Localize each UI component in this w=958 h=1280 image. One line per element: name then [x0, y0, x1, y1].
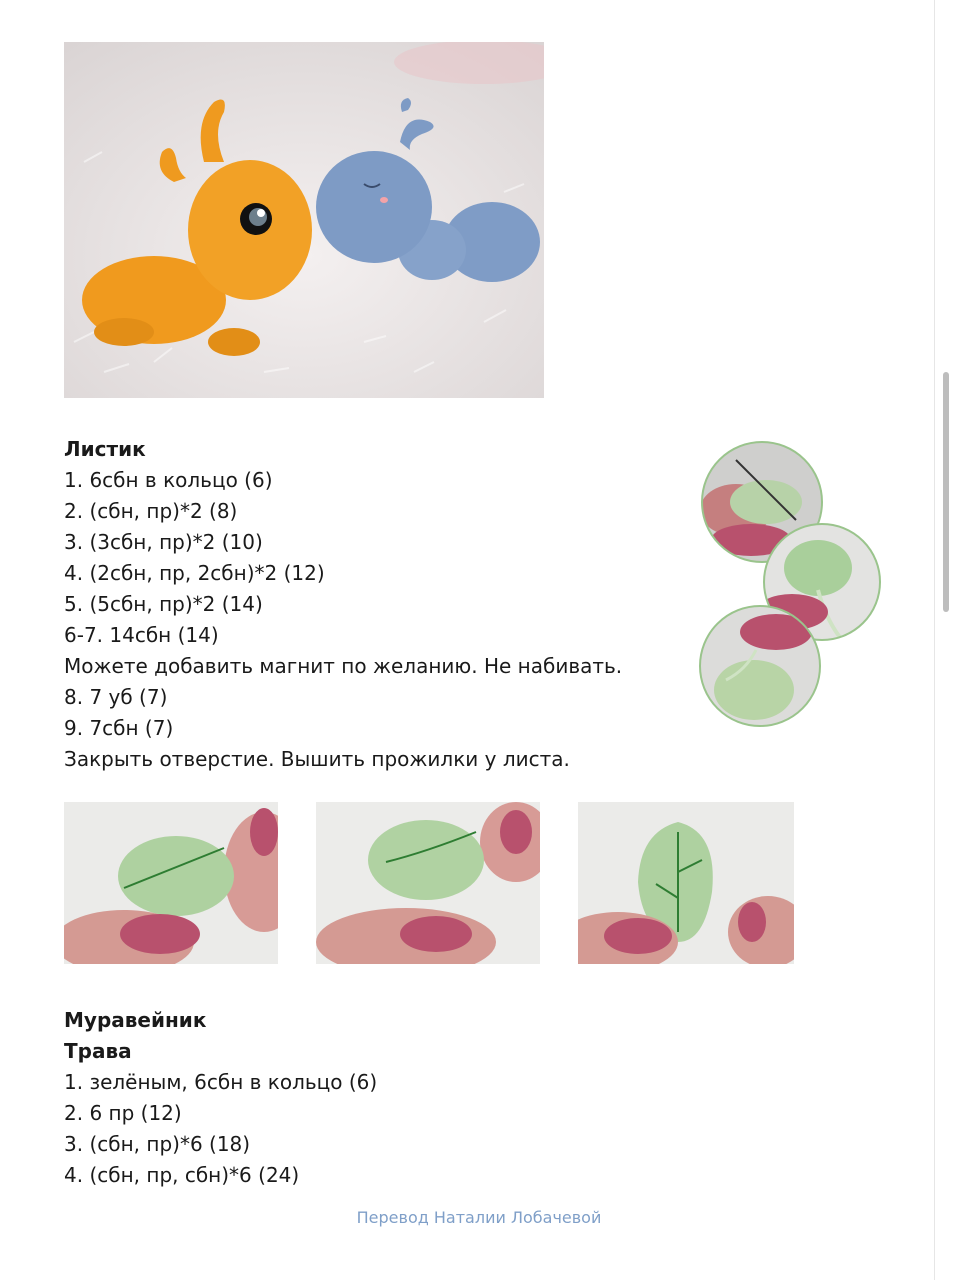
instruction-line: 1. 6сбн в кольцо (6)	[64, 468, 273, 492]
instruction-line: 2. (сбн, пр)*2 (8)	[64, 499, 238, 523]
instruction-line: 2. 6 пр (12)	[64, 1101, 182, 1125]
instruction-line: 5. (5сбн, пр)*2 (14)	[64, 592, 263, 616]
instruction-line: Можете добавить магнит по желанию. Не набивать.	[64, 654, 623, 678]
instruction-line: 4. (2сбн, пр, 2сбн)*2 (12)	[64, 561, 325, 585]
leaf-photo-2	[316, 802, 540, 964]
instruction-line: 3. (сбн, пр)*6 (18)	[64, 1132, 251, 1156]
section-title: Муравейник	[64, 1008, 207, 1032]
page-edge	[934, 0, 935, 1280]
instruction-line: 3. (3сбн, пр)*2 (10)	[64, 530, 263, 554]
section-title: Листик	[64, 437, 146, 461]
ants-photo	[64, 42, 544, 398]
leaf-photo-1	[64, 802, 278, 964]
leaf-photo-3	[578, 802, 794, 964]
instruction-line: 1. зелёным, 6сбн в кольцо (6)	[64, 1070, 378, 1094]
translator-credit: Перевод Наталии Лобачевой	[356, 1208, 602, 1227]
instruction-line: 9. 7сбн (7)	[64, 716, 174, 740]
leaf-steps-circles	[696, 440, 886, 740]
leaf-instructions	[64, 434, 622, 775]
instruction-line: 6-7. 14сбн (14)	[64, 623, 219, 647]
section-subtitle: Трава	[64, 1039, 132, 1063]
scrollbar-thumb[interactable]	[943, 372, 949, 612]
anthill-instructions	[64, 1005, 377, 1191]
instruction-line: 8. 7 уб (7)	[64, 685, 168, 709]
instruction-line: 4. (сбн, пр, сбн)*6 (24)	[64, 1163, 300, 1187]
instruction-line: Закрыть отверстие. Вышить прожилки у листа.	[64, 747, 570, 771]
